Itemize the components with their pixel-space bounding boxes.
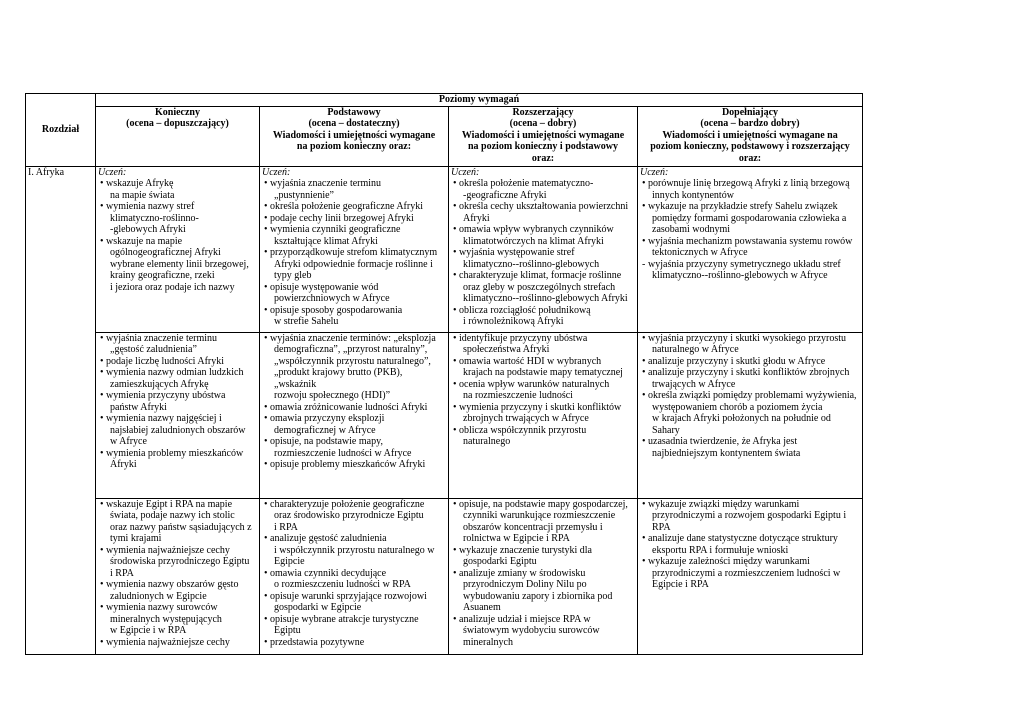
list-item-line: określa położenie matematyczno- xyxy=(459,178,594,189)
list-item-line: analizuje dane statystyczne dotyczące struktury xyxy=(648,533,838,544)
list-item-line: zaludnionych w Egipcie xyxy=(110,590,207,602)
list-item-line: wykazuje na przykładzie strefy Sahelu związek xyxy=(648,201,838,212)
list-item-line: oraz środowisko przyrodnicze Egiptu xyxy=(274,510,424,521)
list-item-line: wybudowaniu zapory i zbiornika pod xyxy=(463,590,613,602)
table-row xyxy=(26,166,863,332)
requirement-list xyxy=(98,178,257,293)
list-item-line: wyjaśnia mechanizm powstawania systemu rowów xyxy=(648,235,853,247)
list-item xyxy=(262,591,446,614)
list-item-line: oraz nazwy państw sąsiadujących z xyxy=(110,521,252,533)
list-item-line: Afryki odpowiednie formacje roślinne i xyxy=(274,258,433,270)
list-item-line: świata, podaje nazwy ich stolic xyxy=(110,510,235,521)
requirement-cell xyxy=(260,166,449,332)
requirement-cell xyxy=(96,332,260,498)
list-item-line: światowym wydobyciu surowców xyxy=(463,625,600,636)
list-item xyxy=(98,356,257,368)
list-item-line: oblicza rozciągłość południkową xyxy=(459,304,591,316)
list-item-line: wykazuje znaczenie turystyki dla xyxy=(459,544,592,556)
list-item-line: tektonicznych w Afryce xyxy=(652,247,748,258)
list-item-line: opisuje sposoby gospodarowania xyxy=(270,304,403,316)
list-item-line: wymienia nazwy obszarów gęsto xyxy=(106,579,239,590)
table-row xyxy=(26,498,863,654)
level-grade: (ocena – dopuszczający) xyxy=(126,118,229,129)
requirement-list xyxy=(451,178,635,328)
list-item xyxy=(98,602,257,637)
list-item xyxy=(451,201,635,224)
list-item-line: opisuje, na podstawie mapy, xyxy=(270,436,383,447)
list-item-line: analizuje gęstość zaludnienia xyxy=(270,533,387,544)
list-item-line: klimatyczno-‑roślinno-glebowych Afryki xyxy=(463,293,628,304)
list-item xyxy=(640,236,860,259)
list-item-line: -glebowych Afryki xyxy=(110,224,186,235)
list-item-line: o rozmieszczeniu ludności w RPA xyxy=(274,579,411,590)
requirement-list xyxy=(262,333,446,471)
list-item xyxy=(262,333,446,402)
list-item-line: i RPA xyxy=(110,567,134,579)
list-item xyxy=(451,333,635,356)
list-item xyxy=(451,305,635,328)
list-item-line: i współczynnik przyrostu naturalnego w xyxy=(274,544,435,556)
requirement-cell xyxy=(260,498,449,654)
list-item-line: wymienia nazwy najgęściej i xyxy=(106,413,222,424)
list-item xyxy=(640,201,860,236)
list-item xyxy=(640,499,860,534)
list-item-line: wymienia przyczyny ubóstwa xyxy=(106,390,226,401)
list-item-line: -geograficzne Afryki xyxy=(463,189,547,201)
header-level-rozszerzajacy xyxy=(449,106,638,166)
list-item-line: podaje liczbę ludności Afryki xyxy=(106,355,225,367)
list-item xyxy=(640,436,860,459)
list-item xyxy=(262,533,446,568)
level-title: Podstawowy xyxy=(327,106,381,118)
requirement-list xyxy=(640,499,860,591)
list-item-line: krajach na podstawie mapy tematycznej xyxy=(463,367,623,378)
list-item-line: Afryki xyxy=(110,459,137,470)
requirement-cell xyxy=(260,332,449,498)
list-item-line: rozmieszczenie ludności w Afryce xyxy=(274,447,412,459)
requirement-list xyxy=(98,499,257,649)
list-item-line: i RPA xyxy=(274,521,298,533)
list-item-line: demograficznej w Afryce xyxy=(274,424,376,436)
list-item-line: i jeziora oraz podaje ich nazwy xyxy=(110,281,235,293)
list-item-line: przyporządkowuje strefom klimatycznym xyxy=(270,247,438,258)
list-item-line: państw Afryki xyxy=(110,401,167,413)
uczen-label: Uczeń: xyxy=(451,166,480,178)
level-description-line: oraz: xyxy=(531,152,555,164)
level-description-line: Wiadomości i umiejętności wymagane na xyxy=(662,129,838,141)
list-item-line: gospodarki w Egipcie xyxy=(274,602,362,613)
list-item xyxy=(98,579,257,602)
list-item xyxy=(98,201,257,236)
list-item xyxy=(640,356,860,368)
requirement-list xyxy=(640,178,860,282)
list-item-line: pomiędzy formami gospodarowania człowieka a xyxy=(652,212,847,224)
list-item xyxy=(98,367,257,390)
list-item-line: określa cechy ukształtowania powierzchni xyxy=(459,201,629,212)
list-item-line: przyrodniczymi a rozwojem gospodarki Egiptu i xyxy=(652,510,847,521)
list-item-line: wyjaśnia znaczenie terminu xyxy=(270,178,382,189)
list-item-line: „produkt krajowy brutto (PKB), „wskaźnik xyxy=(274,367,403,390)
list-item-line: najbiedniejszym kontynentem świata xyxy=(652,447,801,459)
list-item xyxy=(640,259,860,282)
list-item xyxy=(451,178,635,201)
table-row xyxy=(26,332,863,498)
list-item-line: wyjaśnia występowanie stref xyxy=(459,247,575,258)
list-item-line: trwających w Afryce xyxy=(652,378,736,390)
list-item-line: wykazuje zależności między warunkami xyxy=(648,556,810,567)
requirement-list xyxy=(262,499,446,649)
requirement-cell xyxy=(638,498,863,654)
list-item-line: przyrodniczymi a rozmieszczeniem ludności w xyxy=(652,567,841,579)
list-item-line: omawia czynniki decydujące xyxy=(270,567,387,579)
level-grade: (ocena – dobry) xyxy=(509,118,577,129)
list-item-line: wyjaśnia przyczyny i skutki wysokiego przyrostu xyxy=(648,332,847,344)
list-item-line: określa położenie geograficzne Afryki xyxy=(270,201,423,212)
list-item-line: przedstawia pozytywne xyxy=(270,636,365,648)
list-item-line: wymienia problemy mieszkańców xyxy=(106,447,244,459)
list-item-line: Asuanem xyxy=(463,602,501,613)
list-item-line: w krajach Afryki położonych na południe od Sahary xyxy=(652,413,831,436)
header-row-levels xyxy=(26,94,863,107)
list-item-line: przyrodniczym Doliny Nilu po xyxy=(463,579,587,590)
level-description-line: na poziom konieczny i podstawowy xyxy=(467,141,618,152)
list-item xyxy=(451,402,635,425)
level-description-line: na poziom konieczny oraz: xyxy=(296,141,412,152)
list-item-line: eksportu RPA i formułuje wnioski xyxy=(652,544,789,556)
list-item-line: i równoleżnikową Afryki xyxy=(463,316,564,327)
list-item-line: zbrojnych trwających w Afryce xyxy=(463,413,589,424)
list-item xyxy=(262,402,446,414)
list-item-line: w Egipcie i w RPA xyxy=(110,625,187,636)
list-item xyxy=(262,282,446,305)
level-grade: (ocena – dostateczny) xyxy=(308,118,400,129)
list-item-line: gospodarki Egiptu xyxy=(463,556,537,567)
list-item-line: krainy geograficzne, rzeki xyxy=(110,270,215,281)
list-item-line: wskazuje Egipt i RPA na mapie xyxy=(106,498,233,510)
list-item-line: klimatyczno-‑roślinno-glebowych w Afryce xyxy=(652,270,828,281)
list-item xyxy=(262,459,446,471)
list-item-line: wymienia najważniejsze cechy xyxy=(106,636,230,648)
list-item-line: uzasadnia twierdzenie, że Afryka jest xyxy=(648,436,798,447)
list-item xyxy=(98,333,257,356)
uczen-label: Uczeń: xyxy=(98,166,127,178)
list-item-line: wykazuje związki między warunkami xyxy=(648,498,800,510)
list-item-line: omawia wartość HDI w wybranych xyxy=(459,355,602,367)
list-item-line: występowaniem chorób a poziomem życia xyxy=(652,401,823,413)
requirement-list xyxy=(451,333,635,448)
requirement-cell xyxy=(449,332,638,498)
list-item-line: w Afryce xyxy=(110,436,147,447)
list-item xyxy=(640,556,860,591)
list-item-line: klimatyczno-roślinno- xyxy=(110,212,199,224)
list-item xyxy=(262,413,446,436)
list-item-line: omawia przyczyny eksplozji xyxy=(270,413,385,424)
list-item xyxy=(640,390,860,436)
list-item-line: zasobami wodnymi xyxy=(652,224,731,235)
list-item xyxy=(640,178,860,201)
list-item-line: omawia zróżnicowanie ludności Afryki xyxy=(270,401,428,413)
list-item-line: identyfikuje przyczyny ubóstwa xyxy=(459,332,588,344)
list-item-line: oblicza współczynnik przyrostu xyxy=(459,424,587,436)
list-item-line: opisuje warunki sprzyjające rozwojowi xyxy=(270,590,427,602)
list-item xyxy=(262,178,446,201)
list-item-line: na mapie świata xyxy=(110,189,175,201)
level-description-line: poziom konieczny, podstawowy i rozszerzający xyxy=(650,141,850,152)
list-item-line: czynniki warunkujące rozmieszczenie xyxy=(463,510,616,521)
list-item-line: ocenia wpływ warunków naturalnych xyxy=(459,378,610,390)
list-item xyxy=(451,614,635,649)
level-description-line: oraz: xyxy=(738,152,762,164)
list-item xyxy=(262,213,446,225)
list-item-line: opisuje, na podstawie mapy gospodarczej, xyxy=(459,498,628,510)
list-item-line: charakteryzuje położenie geograficzne xyxy=(270,498,425,510)
list-item-line: opisuje problemy mieszkańców Afryki xyxy=(270,459,426,470)
list-item-line: klimatotwórczych na klimat Afryki xyxy=(463,235,604,247)
list-item xyxy=(98,448,257,471)
list-item-line: tymi krajami xyxy=(110,533,162,544)
list-item-line: oraz gleby w poszczególnych strefach xyxy=(463,281,616,293)
list-item-line: wskazuje Afrykę xyxy=(106,178,174,189)
list-item-line: ogólnogeograficznej Afryki xyxy=(110,247,221,258)
list-item xyxy=(451,568,635,614)
header-level-konieczny xyxy=(96,106,260,166)
requirement-cell xyxy=(96,166,260,332)
list-item xyxy=(262,614,446,637)
list-item-line: charakteryzuje klimat, formacje roślinne xyxy=(459,270,622,281)
list-item-line: porównuje linię brzegową Afryki z linią brzegową xyxy=(648,178,850,189)
level-title: Dopełniający xyxy=(721,106,779,118)
list-item-line: wskazuje na mapie xyxy=(106,235,183,247)
header-rozdzial: Rozdział xyxy=(26,94,96,167)
list-item-line: Afryki xyxy=(463,212,490,224)
list-item-line: „gęstość zaludnienia” xyxy=(110,344,197,355)
list-item xyxy=(98,178,257,201)
list-item xyxy=(98,236,257,294)
list-item xyxy=(451,499,635,545)
list-item-line: Egipcie i RPA xyxy=(652,579,709,590)
list-item-line: Egiptu xyxy=(274,625,301,636)
list-item xyxy=(451,379,635,402)
list-item-line: w strefie Sahelu xyxy=(274,316,339,327)
list-item xyxy=(640,533,860,556)
list-item-line: określa związki pomiędzy problemami wyżywienia, xyxy=(648,390,857,401)
level-grade: (ocena – bardzo dobry) xyxy=(700,118,800,129)
list-item-line: mineralnych występujących xyxy=(110,613,222,625)
list-item-line: najsłabiej zaludnionych obszarów xyxy=(110,424,246,436)
requirement-cell xyxy=(638,166,863,332)
list-item xyxy=(451,356,635,379)
list-item-line: naturalnego w Afryce xyxy=(652,344,739,355)
list-item-line: wyjaśnia znaczenie terminów: „eksplozja xyxy=(270,332,436,344)
list-item-line: demograficzna”, „przyrost naturalny”, xyxy=(274,344,428,355)
list-item-line: klimatyczno-‑roślinno-glebowych xyxy=(463,258,600,270)
header-level-dopelniajacy xyxy=(638,106,863,166)
list-item xyxy=(98,413,257,448)
header-row-columns xyxy=(26,106,863,166)
list-item xyxy=(262,305,446,328)
level-title: Konieczny xyxy=(155,106,200,118)
list-item xyxy=(451,247,635,270)
list-item-line: mineralnych xyxy=(463,636,513,648)
requirement-list xyxy=(98,333,257,471)
list-item-line: wybrane elementy linii brzegowej, xyxy=(110,258,249,270)
list-item-line: typy gleb xyxy=(274,270,312,281)
requirement-list xyxy=(451,499,635,649)
requirement-cell xyxy=(449,166,638,332)
list-item xyxy=(262,436,446,459)
list-item-line: analizuje zmiany w środowisku xyxy=(459,567,586,579)
requirements-table xyxy=(25,93,863,655)
list-item xyxy=(451,545,635,568)
list-item-line: środowiska przyrodniczego Egiptu xyxy=(110,556,250,567)
list-item xyxy=(262,637,446,649)
list-item-line: wymienia nazwy surowców xyxy=(106,602,218,613)
list-item xyxy=(98,637,257,649)
list-item-line: wymienia nazwy stref xyxy=(106,201,195,212)
list-item-line: wymienia czynniki geograficzne xyxy=(270,224,401,235)
uczen-label: Uczeń: xyxy=(640,166,669,178)
list-item-line: opisuje występowanie wód xyxy=(270,281,379,293)
list-item-line: Egipcie xyxy=(274,556,305,567)
list-item-line: innych kontynentów xyxy=(652,189,734,201)
level-title: Rozszerzający xyxy=(512,106,574,118)
list-item-line: wymienia nazwy odmian ludzkich xyxy=(106,367,244,378)
chapter-title: I. Afryka xyxy=(28,166,65,178)
requirement-list xyxy=(262,178,446,328)
list-item xyxy=(98,390,257,413)
level-description-line: Wiadomości i umiejętności wymagane xyxy=(272,129,436,141)
list-item-line: powierzchniowych w Afryce xyxy=(274,293,390,304)
list-item-line: na rozmieszczenie ludności xyxy=(463,390,573,401)
list-item-line: analizuje przyczyny i skutki głodu w Afryce xyxy=(648,355,826,367)
list-item-line: wymienia najważniejsze cechy xyxy=(106,544,230,556)
list-item-line: analizuje przyczyny i skutki konfliktów zbrojnych xyxy=(648,367,850,378)
requirement-cell xyxy=(638,332,863,498)
list-item xyxy=(262,247,446,282)
list-item xyxy=(98,499,257,545)
list-item-line: zamieszkujących Afrykę xyxy=(110,378,209,390)
header-poziomy-wymagan: Poziomy wymagań xyxy=(96,94,863,107)
list-item xyxy=(262,568,446,591)
list-item xyxy=(451,425,635,448)
list-item-line: rozwoju społecznego (HDI)” xyxy=(274,390,391,401)
list-item-line: obszarów koncentracji przemysłu i xyxy=(463,521,603,533)
list-item xyxy=(262,499,446,534)
list-item xyxy=(640,333,860,356)
list-item xyxy=(451,224,635,247)
list-item-line: RPA xyxy=(652,521,671,533)
level-description-line: Wiadomości i umiejętności wymagane xyxy=(461,129,625,141)
list-item xyxy=(640,367,860,390)
list-item-line: wyjaśnia znaczenie terminu xyxy=(106,332,218,344)
list-item xyxy=(262,201,446,213)
list-item xyxy=(262,224,446,247)
list-item-line: kształtujące klimat Afryki xyxy=(274,235,378,247)
requirement-list xyxy=(640,333,860,460)
requirement-cell xyxy=(449,498,638,654)
list-item-line: „współczynnik przyrostu naturalnego”, xyxy=(274,355,431,367)
list-item-line: omawia wpływ wybranych czynników xyxy=(459,224,614,235)
uczen-label: Uczeń: xyxy=(262,166,291,178)
list-item-line: „pustynnienie” xyxy=(274,189,334,201)
list-item-line: analizuje udział i miejsce RPA w xyxy=(459,613,591,625)
list-item-line: podaje cechy linii brzegowej Afryki xyxy=(270,212,414,224)
list-item-line: społeczeństwa Afryki xyxy=(463,344,550,355)
list-item-line: naturalnego xyxy=(463,436,511,447)
requirement-cell xyxy=(96,498,260,654)
chapter-cell xyxy=(26,166,96,654)
list-item-line: wymienia przyczyny i skutki konfliktów xyxy=(459,401,622,413)
list-item xyxy=(98,545,257,580)
header-level-podstawowy xyxy=(260,106,449,166)
list-item-line: rolnictwa w Egipcie i RPA xyxy=(463,533,570,544)
list-item-line: wyjaśnia przyczyny symetrycznego układu stref xyxy=(648,258,841,270)
list-item xyxy=(451,270,635,305)
list-item-line: opisuje wybrane atrakcje turystyczne xyxy=(270,613,419,625)
